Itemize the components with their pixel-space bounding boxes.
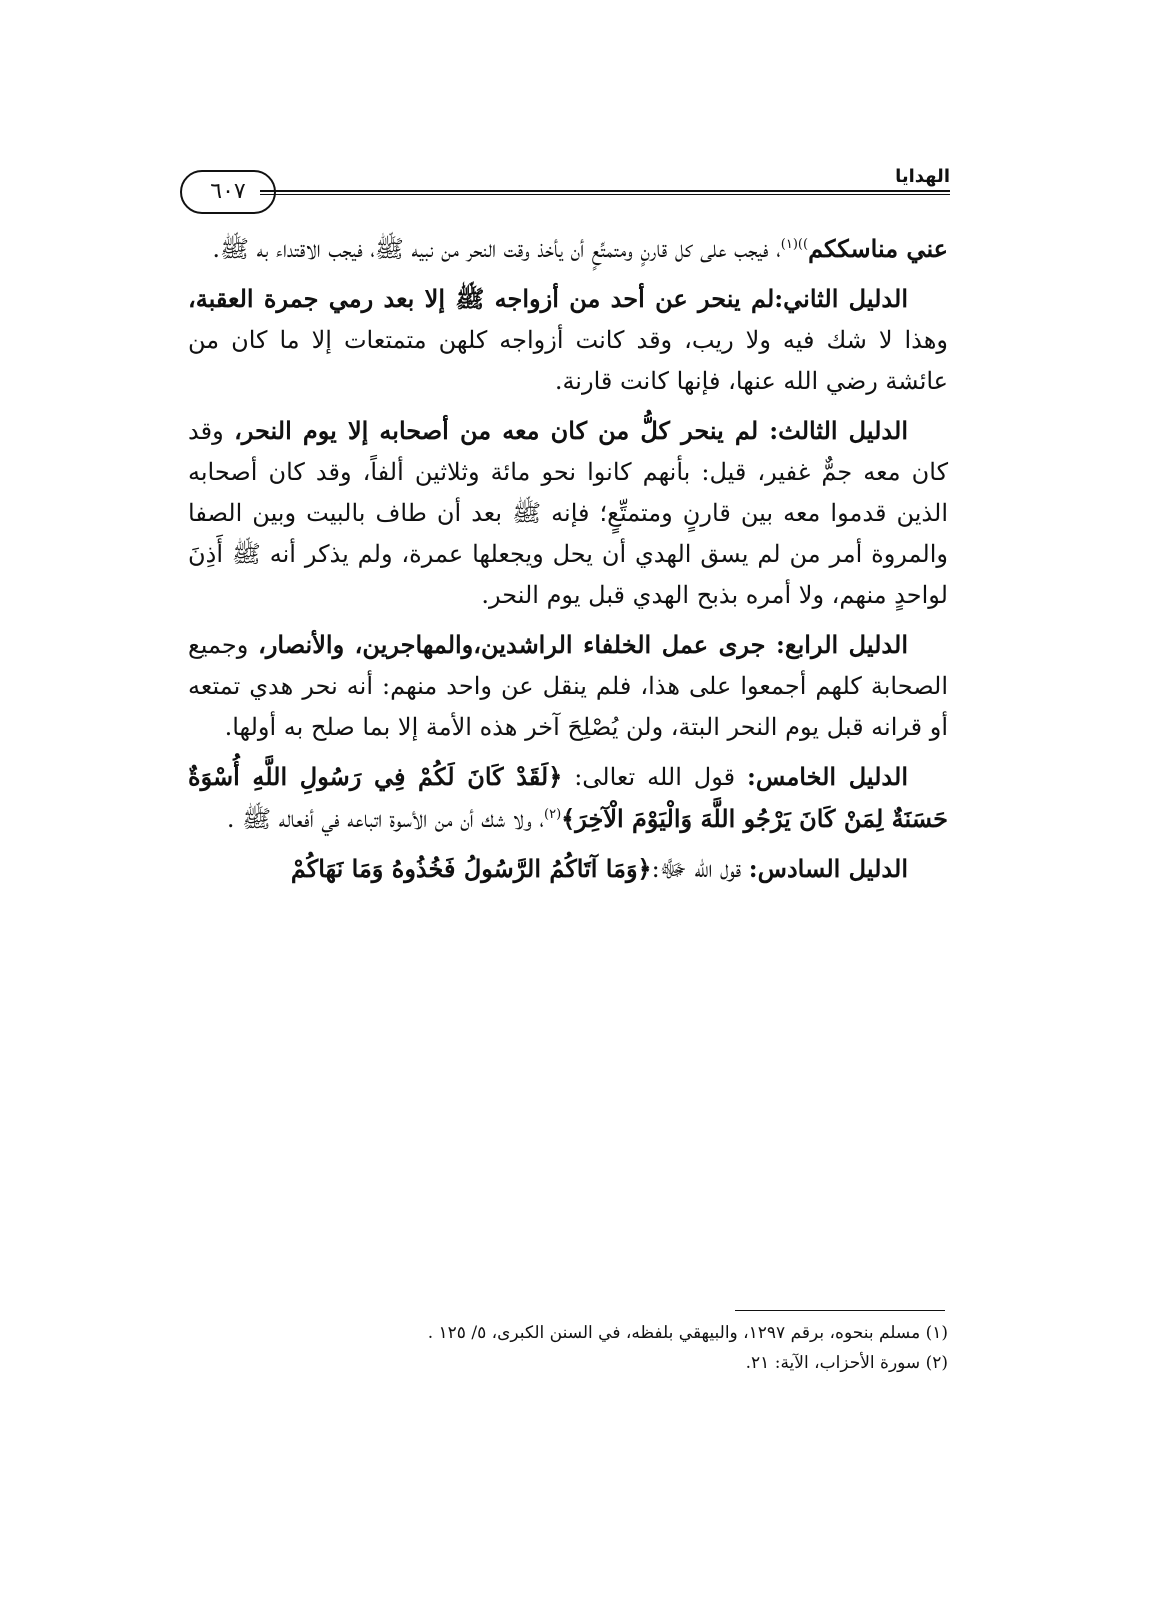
paragraph-text: قول الله ﷻ:	[651, 855, 749, 883]
header-rule-thin	[260, 194, 950, 195]
paragraph-text: وجميع الصحابة كلهم أجمعوا على هذا، فلم ينقل عن واحد منهم: أنه نحر هدي تمتعه أو قرانه قبل يوم النحر البتة، ولن يُصْلِحَ آخر هذه الأمة إلا بما صلح به أولها.	[188, 631, 948, 741]
main-text	[188, 228, 948, 898]
paragraph-2	[188, 278, 948, 402]
paragraph-6	[188, 848, 948, 890]
footnote-2: (٢) سورة الأحزاب، الآية: ٢١.	[745, 1353, 948, 1373]
paragraph-lead: الدليل الثاني:لم ينحر عن أحد من أزواجه ﷺ إلا بعد رمي جمرة العقبة،	[188, 284, 908, 313]
page-number: ٦٠٧	[180, 170, 276, 214]
paragraph-lead: الدليل الخامس:	[746, 762, 909, 791]
page-header	[180, 160, 950, 220]
paragraph-lead: الدليل السادس:	[748, 854, 908, 883]
footnote-separator	[735, 1310, 945, 1311]
paragraph-3	[188, 410, 948, 616]
paragraph-4	[188, 624, 948, 748]
paragraph-text: قول الله تعالى:	[562, 763, 747, 791]
paragraph-text: وهذا لا شك فيه ولا ريب، وقد كانت أزواجه كلهن متمتعات إلا ما كان من عائشة رضي الله عنها، فإنها كانت قارنة.	[188, 326, 948, 395]
footnote-1: (١) مسلم بنحوه، برقم ١٢٩٧، والبيهقي بلفظه، في السنن الكبرى، ٥/ ١٢٥ .	[427, 1323, 948, 1343]
paragraph-lead: الدليل الثالث: لم ينحر كلُّ من كان معه من أصحابه إلا يوم النحر،	[234, 416, 908, 445]
paragraph-lead: الدليل الرابع: جرى عمل الخلفاء الراشدين،والمهاجرين، والأنصار،	[258, 630, 908, 659]
header-rule	[260, 190, 950, 192]
paragraph-1	[188, 228, 948, 270]
paragraph-text: ، فيجب على كل قارنٍ ومتمتِّعٍ أن يأخذ وقت النحر من نبيه ﷺ، فيجب الاقتداء به ﷺ.	[212, 235, 781, 263]
paragraph-text: ، ولا شك أن من الأسوة اتباعه في أفعاله ﷺ .	[226, 805, 545, 833]
footnotes	[188, 1318, 948, 1378]
paragraph-5	[188, 756, 948, 840]
quran-verse: ﴿وَمَا آتَاكُمُ الرَّسُولُ فَخُذُوهُ وَمَا نَهَاكُمْ	[290, 854, 652, 883]
paragraph-text: وقد كان معه جمٌّ غفير، قيل: بأنهم كانوا نحو مائة وثلاثين ألفاً، وقد كان أصحابه الذين قدموا معه بين قارنٍ ومتمتِّعٍ؛ فإنه ﷺ بعد أن طاف بالبيت وبين الصفا والمروة أمر من لم يسق الهدي أن يحل ويجعلها عمرة، ولم يذكر أنه ﷺ أَذِنَ لواحدٍ منهم، ولا أمره بذبح الهدي قبل يوم النحر.	[188, 417, 949, 609]
footnote-ref-1: ))(١)	[780, 237, 809, 252]
running-title: الهدايا	[895, 166, 950, 187]
paragraph-lead: عني مناسككم	[808, 234, 948, 263]
footnote-ref-2: (٢)	[544, 807, 562, 822]
quran-verse: ﴿لَقَدْ كَانَ لَكُمْ فِي رَسُولِ اللَّهِ أُسْوَةٌ حَسَنَةٌ لِمَنْ كَانَ يَرْجُو اللَّهَ وَالْيَوْمَ الْآخِرَ﴾	[188, 762, 948, 833]
